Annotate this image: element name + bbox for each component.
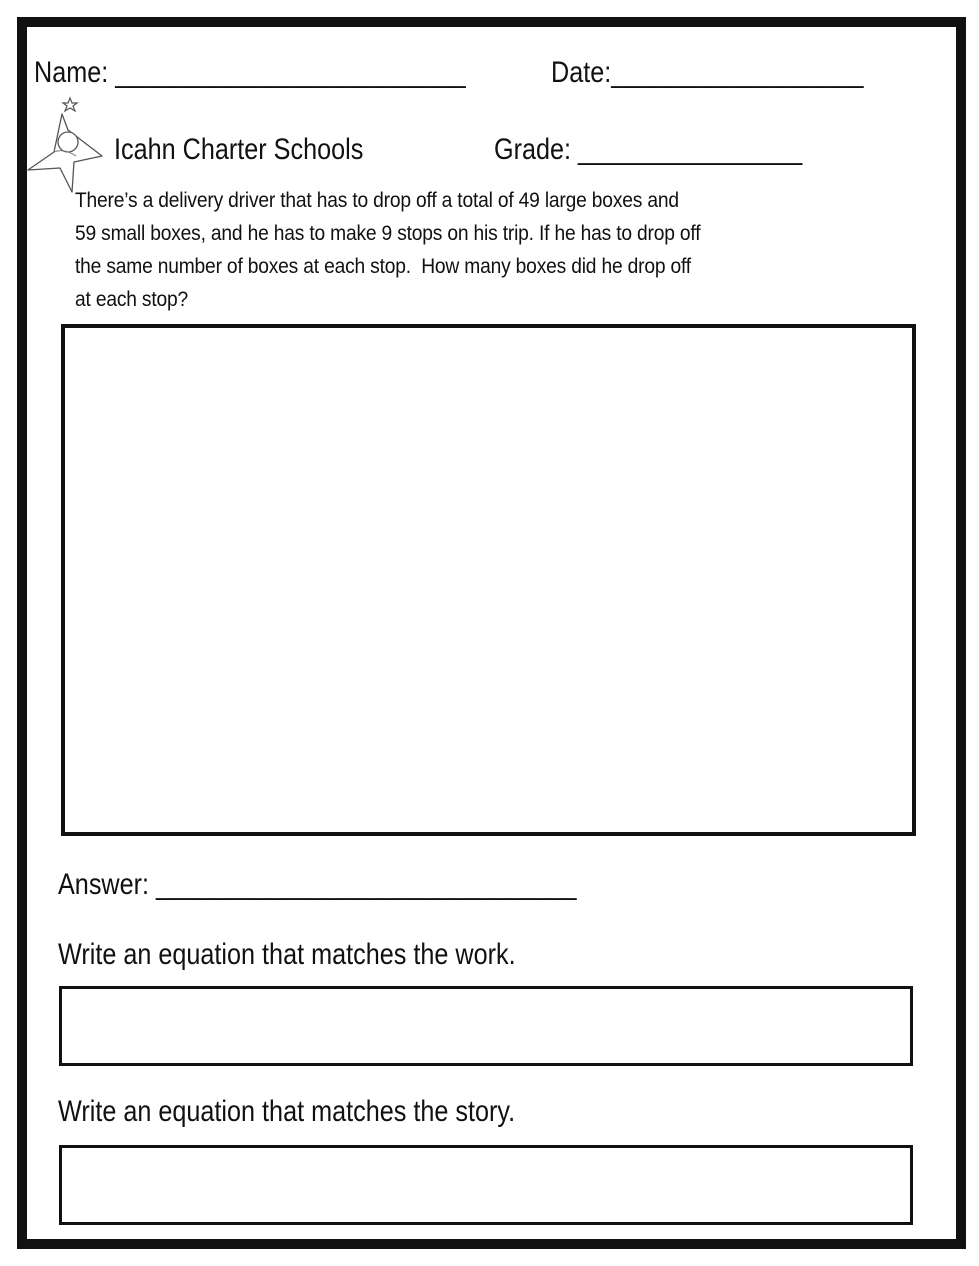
work-equation-box[interactable]	[59, 986, 913, 1066]
work-area-box[interactable]	[61, 324, 916, 836]
story-equation-box[interactable]	[59, 1145, 913, 1225]
problem-line: 59 small boxes, and he has to make 9 stops on his trip. If he has to drop off	[75, 222, 701, 245]
grade-field[interactable]	[494, 135, 861, 165]
name-field[interactable]	[34, 58, 548, 88]
problem-line: the same number of boxes at each stop. How many boxes did he drop off	[75, 255, 691, 278]
story-equation-prompt: Write an equation that matches the story.	[58, 1095, 516, 1128]
name-label: Name: _________________________	[34, 56, 466, 89]
school-name: Icahn Charter Schools	[114, 133, 364, 166]
star-logo-icon	[24, 96, 110, 196]
problem-line: at each stop?	[75, 288, 189, 311]
grade-label: Grade: ________________	[494, 133, 803, 166]
answer-label: Answer: ______________________________	[58, 868, 577, 901]
date-field[interactable]	[551, 58, 923, 88]
problem-line: There’s a delivery driver that has to drop off a total of 49 large boxes and	[75, 189, 679, 212]
answer-field[interactable]	[58, 868, 675, 902]
word-problem	[75, 184, 925, 316]
work-equation-prompt: Write an equation that matches the work.	[58, 938, 516, 971]
date-label: Date:__________________	[551, 56, 864, 89]
